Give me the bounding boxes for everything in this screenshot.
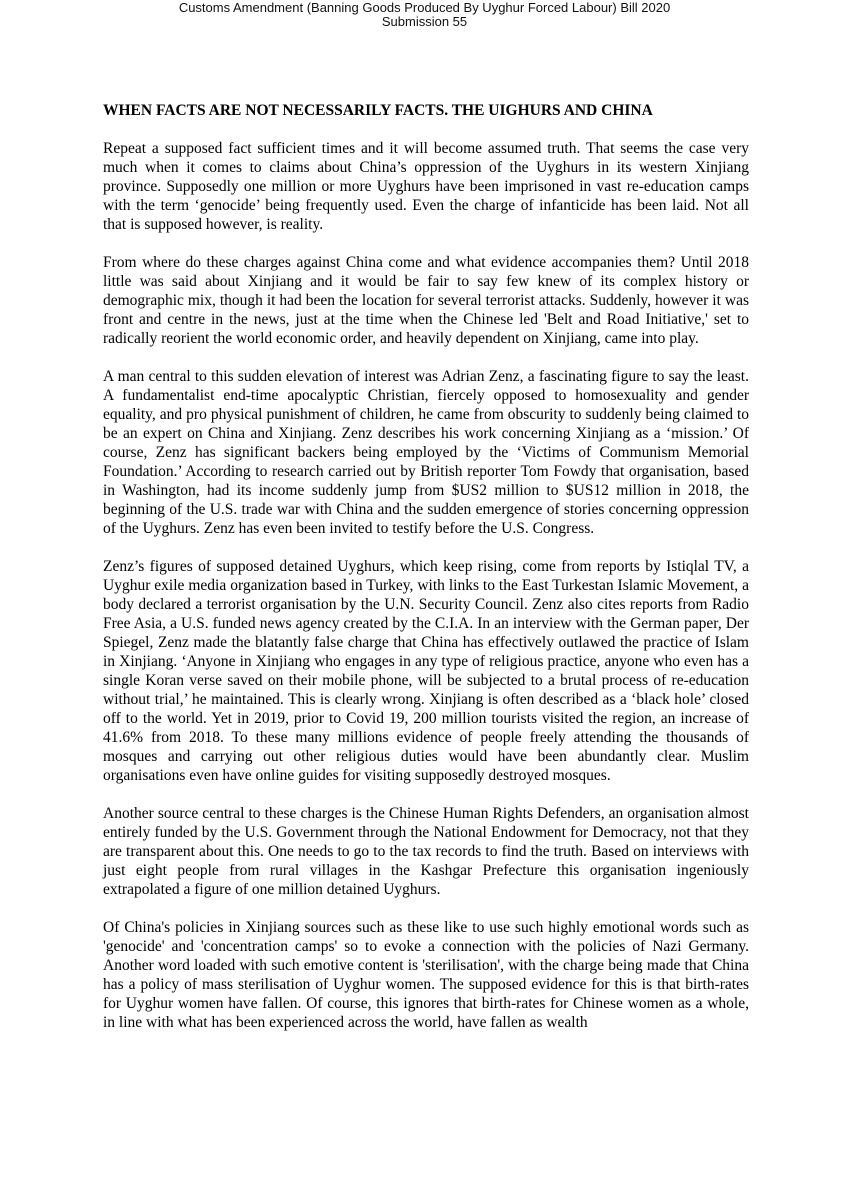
- paragraph-policies: Of China's policies in Xinjiang sources such as these like to use such highly emotional words such as 'genocide' and 'concentration camps' so to evoke a connection with the policies of Nazi Germany. Another word loaded with such emotive content is 'sterilisation', with the charge being made that China has a policy of mass sterilisation of Uyghur women. The supposed evidence for this is that birth-rates for Uyghur women have fallen. Of course, this ignores that birth-rates for Chinese women as a whole, in line with what has been experienced across the world, have fallen as wealth: [103, 919, 749, 1031]
- document-title: WHEN FACTS ARE NOT NECESSARILY FACTS. THE UIGHURS AND CHINA: [103, 102, 653, 119]
- paragraph-zenz-sources: Zenz’s figures of supposed detained Uyghurs, which keep rising, come from reports by Istiqlal TV, a Uyghur exile media organization based in Turkey, with links to the East Turkestan Islamic Movement, a body declared a terrorist organisation by the U.N. Security Council. Zenz also cites reports from Radio Free Asia, a U.S. funded news agency created by the C.I.A. In an interview with the German paper, Der Spiegel, Zenz made the blatantly false charge that China has effectively outlawed the practice of Islam in Xinjiang. ‘Anyone in Xinjiang who engages in any type of religious practice, anyone who even has a single Koran verse saved on their mobile phone, will be subjected to a brutal process of re-education without trial,’ he maintained. This is clearly wrong. Xinjiang is often described as a ‘black hole’ closed off to the world. Yet in 2019, prior to Covid 19, 200 million tourists visited the region, an increase of 41.6% from 2018. To these many millions evidence of people freely attending the thousands of mosques and carrying out other religious duties would have been abundantly clear. Muslim organisations even have online guides for visiting supposedly destroyed mosques.: [103, 558, 749, 784]
- bill-title: Customs Amendment (Banning Goods Produced By Uyghur Forced Labour) Bill 2020: [178, 0, 671, 15]
- paragraph-zenz: A man central to this sudden elevation of interest was Adrian Zenz, a fascinating figure to say the least. A fundamentalist end-time apocalyptic Christian, fiercely opposed to homosexuality and gender equality, and pro physical punishment of children, he came from obscurity to suddenly being claimed to be an expert on China and Xinjiang. Zenz describes his work concerning Xinjiang as a ‘mission.’ Of course, Zenz has significant backers being employed by the ‘Victims of Communism Memorial Foundation.’ According to research carried out by British reporter Tom Fowdy that organisation, based in Washington, had its income suddenly jump from $US2 million to $US12 million in 2018, the beginning of the U.S. trade war with China and the sudden emergence of stories concerning oppression of the Uyghurs. Zenz has even been invited to testify before the U.S. Congress.: [103, 368, 749, 537]
- document-body: [103, 101, 749, 1032]
- paragraph-intro: Repeat a supposed fact sufficient times and it will become assumed truth. That seems the case very much when it comes to claims about China’s oppression of the Uyghurs in its western Xinjiang province. Supposedly one million or more Uyghurs have been imprisoned in vast re-education camps with the term ‘genocide’ being frequently used. Even the charge of infanticide has been laid. Not all that is supposed however, is reality.: [103, 140, 749, 233]
- page-header: [0, 0, 849, 29]
- paragraph-origins: From where do these charges against China come and what evidence accompanies them? Until 2018 little was said about Xinjiang and it would be fair to say few knew of its complex history or demographic mix, though it had been the location for several terrorist attacks. Suddenly, however it was front and centre in the news, just at the time when the Chinese led 'Belt and Road Initiative,' set to radically reorient the world economic order, and heavily dependent on Xinjiang, came into play.: [103, 254, 749, 347]
- paragraph-chrd: Another source central to these charges is the Chinese Human Rights Defenders, an organisation almost entirely funded by the U.S. Government through the National Endowment for Democracy, not that they are transparent about this. One needs to go to the tax records to find the truth. Based on interviews with just eight people from rural villages in the Kashgar Prefecture this organisation ingeniously extrapolated a figure of one million detained Uyghurs.: [103, 805, 749, 898]
- submission-number: Submission 55: [381, 14, 468, 29]
